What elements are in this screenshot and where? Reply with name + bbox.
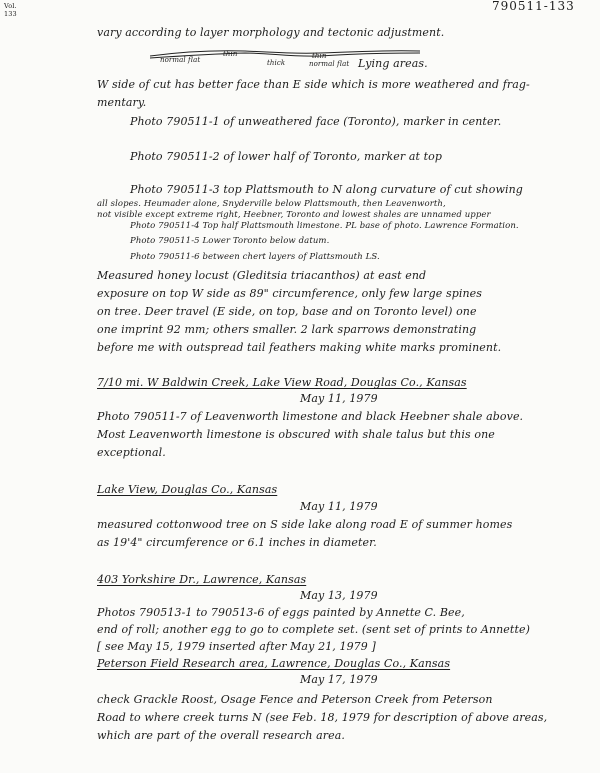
entry-heading: Lake View, Douglas Co., Kansas bbox=[97, 483, 278, 496]
sketch-label-normal-flat-2: normal flat bbox=[309, 60, 350, 68]
text-line: Photo 790511-3 top Plattsmouth to N along curvature of cut showing bbox=[130, 183, 523, 196]
entry-date: May 13, 1979 bbox=[300, 589, 378, 602]
text-line: Photo 790511-1 of unweathered face (Toronto), marker in center. bbox=[130, 115, 502, 128]
volume-number: 133 bbox=[4, 10, 17, 18]
text-line: vary according to layer morphology and tectonic adjustment. bbox=[97, 26, 445, 39]
entry-line: check Grackle Roost, Osage Fence and Peterson Creek from Peterson bbox=[97, 693, 493, 706]
entry-line: as 19'4" circumference or 6.1 inches in diameter. bbox=[97, 536, 377, 549]
sketch-label-normal-flat: normal flat bbox=[160, 56, 201, 64]
text-line: Photo 790511-4 Top half Plattsmouth limestone. PL base of photo. Lawrence Formation. bbox=[130, 221, 519, 231]
text-line: not visible except extreme right, Heebner, Toronto and lowest shales are unnamed upper bbox=[97, 210, 491, 220]
sketch-label-thin-2: thin bbox=[312, 52, 327, 60]
page-number: 790511-133 bbox=[492, 0, 575, 13]
text-line: Photo 790511-5 Lower Toronto below datum. bbox=[130, 236, 330, 246]
entry-line: [ see May 15, 1979 inserted after May 21, 1979 ] bbox=[97, 640, 376, 653]
text-line: exposure on top W side as 89" circumference, only few large spines bbox=[97, 287, 482, 300]
volume-label: Vol. bbox=[4, 2, 17, 10]
entry-line: Photos 790513-1 to 790513-6 of eggs painted by Annette C. Bee, bbox=[97, 606, 465, 619]
entry-heading: 7/10 mi. W Baldwin Creek, Lake View Road, Douglas Co., Kansas bbox=[97, 376, 467, 389]
entry-line: Photo 790511-7 of Leavenworth limestone and black Heebner shale above. bbox=[97, 410, 524, 423]
text-line: one imprint 92 mm; others smaller. 2 lark sparrows demonstrating bbox=[97, 323, 477, 336]
entry-heading: 403 Yorkshire Dr., Lawrence, Kansas bbox=[97, 573, 307, 586]
text-line: on tree. Deer travel (E side, on top, base and on Toronto level) one bbox=[97, 305, 477, 318]
text-line: mentary. bbox=[97, 96, 147, 109]
text-line: Photo 790511-2 of lower half of Toronto, marker at top bbox=[130, 150, 443, 163]
text-line: before me with outspread tail feathers making white marks prominent. bbox=[97, 341, 502, 354]
text-line: Lying areas. bbox=[358, 57, 428, 70]
volume-mark bbox=[4, 2, 17, 18]
text-line: all slopes. Heumader alone, Snyderville below Plattsmouth, then Leavenworth, bbox=[97, 199, 446, 209]
text-line: Photo 790511-6 between chert layers of Plattsmouth LS. bbox=[130, 252, 380, 262]
text-line: Measured honey locust (Gleditsia triacanthos) at east end bbox=[97, 269, 427, 282]
entry-line: Road to where creek turns N (see Feb. 18, 1979 for description of above areas, bbox=[97, 711, 548, 724]
entry-line: measured cottonwood tree on S side lake along road E of summer homes bbox=[97, 518, 513, 531]
entry-line: Most Leavenworth limestone is obscured with shale talus but this one bbox=[97, 428, 495, 441]
sketch-label-thin: thin bbox=[223, 50, 238, 58]
entry-line: which are part of the overall research area. bbox=[97, 729, 346, 742]
entry-heading: Peterson Field Research area, Lawrence, Douglas Co., Kansas bbox=[97, 657, 451, 670]
entry-date: May 11, 1979 bbox=[300, 392, 378, 405]
entry-line: exceptional. bbox=[97, 446, 166, 459]
entry-date: May 11, 1979 bbox=[300, 500, 378, 513]
text-line: W side of cut has better face than E side which is more weathered and frag- bbox=[97, 78, 530, 91]
entry-line: end of roll; another egg to go to complete set. (sent set of prints to Annette) bbox=[97, 623, 530, 636]
entry-date: May 17, 1979 bbox=[300, 673, 378, 686]
sketch-label-thick: thick bbox=[267, 59, 286, 67]
